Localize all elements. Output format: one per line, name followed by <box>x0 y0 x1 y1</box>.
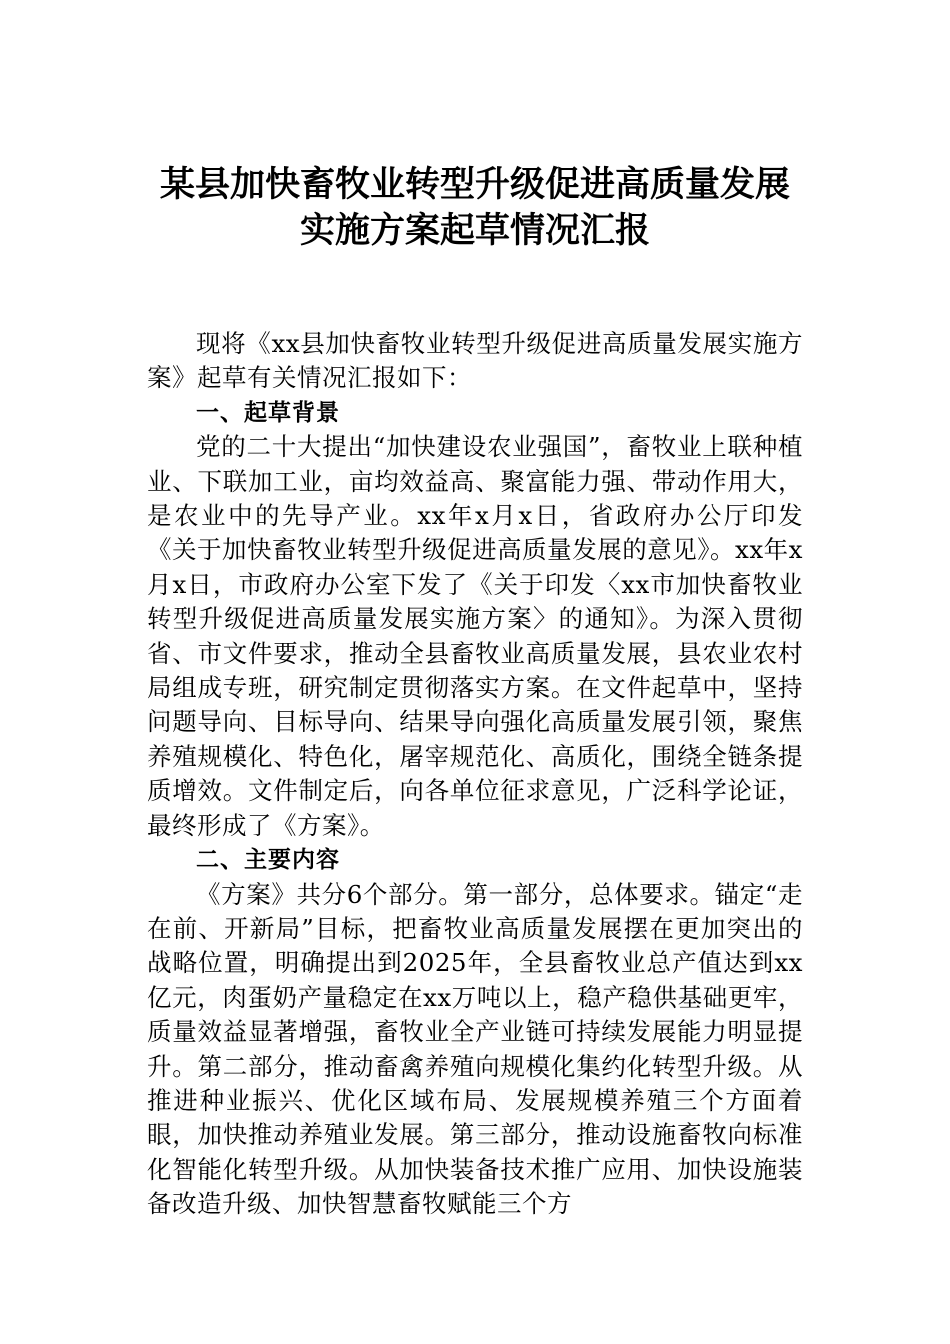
main-content-paragraph: 《方案》共分6个部分。第一部分，总体要求。锚定“走在前、开新局”目标，把畜牧业高质量发展摆在更加突出的战略位置，明确提出到2025年，全县畜牧业总产值达到xx亿元，肉蛋奶产量稳定在xx万吨以上，稳产稳供基础更牢，质量效益显著增强，畜牧业全产业链可持续发展能力明显提升。第二部分，推动畜禽养殖向规模化集约化转型升级。从推进种业振兴、优化区域布局、发展规模养殖三个方面着眼，加快推动养殖业发展。第三部分，推动设施畜牧向标准化智能化转型升级。从加快装备技术推广应用、加快设施装备改造升级、加快智慧畜牧赋能三个方 <box>147 879 803 1219</box>
document-title-line-1: 某县加快畜牧业转型升级促进高质量发展 <box>159 164 790 205</box>
background-paragraph: 党的二十大提出“加快建设农业强国”，畜牧业上联种植业、下联加工业，亩均效益高、聚富能力强、带动作用大，是农业中的先导产业。xx年x月x日，省政府办公厅印发《关于加快畜牧业转型升级促进高质量发展的意见》。xx年x月x日，市政府办公室下发了《关于印发〈xx市加快畜牧业转型升级促进高质量发展实施方案〉的通知》。为深入贯彻省、市文件要求，推动全县畜牧业高质量发展，县农业农村局组成专班，研究制定贯彻落实方案。在文件起草中，坚持问题导向、目标导向、结果导向强化高质量发展引领，聚焦养殖规模化、特色化，屠宰规范化、高质化，围绕全链条提质增效。文件制定后，向各单位征求意见，广泛科学论证，最终形成了《方案》。 <box>147 432 803 840</box>
document-body <box>147 327 803 1222</box>
document-title-line-2: 实施方案起草情况汇报 <box>299 210 650 251</box>
section-heading-background: 一、起草背景 <box>196 399 340 426</box>
section-heading-main-content: 二、主要内容 <box>196 847 340 874</box>
intro-paragraph: 现将《xx县加快畜牧业转型升级促进高质量发展实施方案》起草有关情况汇报如下： <box>147 329 803 393</box>
